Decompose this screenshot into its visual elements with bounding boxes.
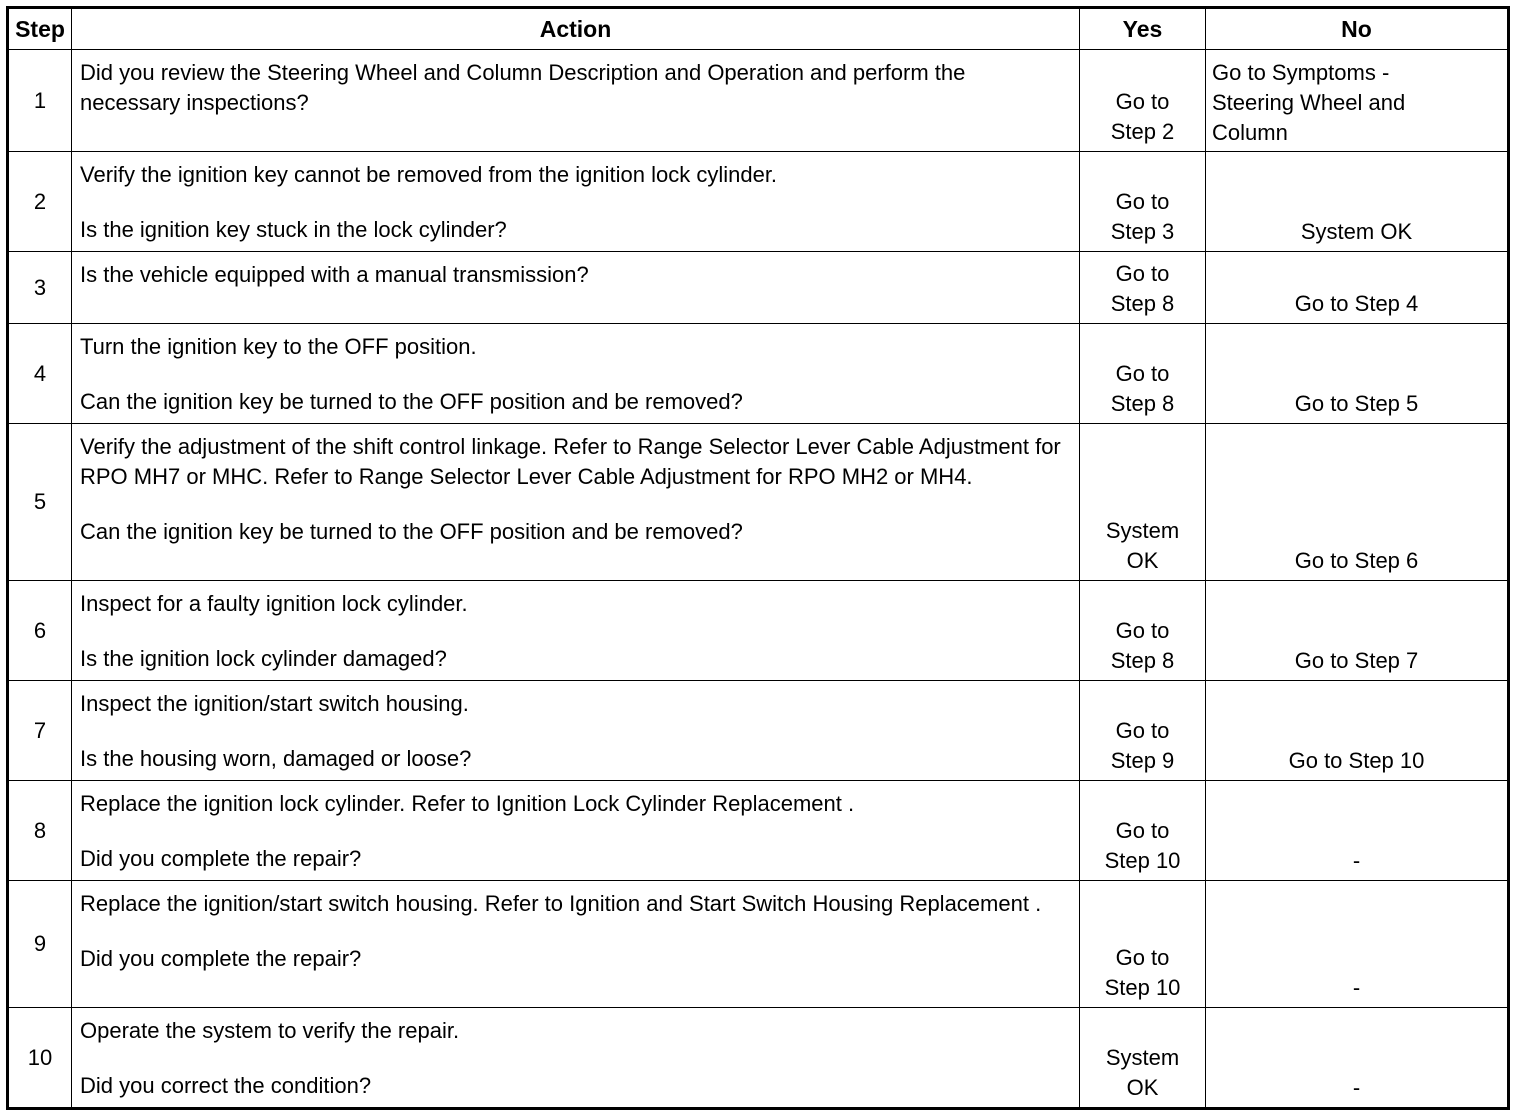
yes-line: Go to [1115,361,1170,386]
table-row [8,152,1509,252]
yes-line: Step 2 [1110,119,1175,144]
yes-line: Go to [1115,718,1170,743]
yes-line: Step 10 [1104,848,1181,873]
no-cell [1206,50,1509,152]
action-question: Is the housing worn, damaged or loose? [80,746,472,771]
yes-cell [1080,424,1206,581]
action-cell [72,324,1080,424]
yes-line: Go to [1115,261,1170,286]
action-cell [72,252,1080,324]
yes-cell [1080,881,1206,1008]
no-line: Go to Step 6 [1294,548,1419,573]
table-row [8,881,1509,1008]
action-text: Inspect the ignition/start switch housing. [80,691,469,716]
action-cell [72,781,1080,881]
action-question: Is the ignition key stuck in the lock cylinder? [80,217,507,242]
action-text: Operate the system to verify the repair. [80,1018,460,1043]
action-cell [72,424,1080,581]
yes-line: Step 9 [1110,748,1175,773]
action-text: Is the vehicle equipped with a manual transmission? [80,262,589,287]
step-number: 3 [8,252,72,324]
action-text: Inspect for a faulty ignition lock cylinder. [80,591,468,616]
yes-cell [1080,581,1206,681]
no-cell [1206,252,1509,324]
header-row [8,8,1509,50]
no-line: Column [1212,120,1288,145]
no-cell [1206,881,1509,1008]
no-line: Go to Step 4 [1294,291,1419,316]
step-number: 5 [8,424,72,581]
yes-line: Go to [1115,618,1170,643]
action-text: Replace the ignition lock cylinder. Refer to Ignition Lock Cylinder Replacement . [80,791,855,816]
header-no: No [1206,8,1509,50]
header-action: Action [72,8,1080,50]
step-number: 10 [8,1008,72,1109]
yes-line: Step 3 [1110,219,1175,244]
action-text: Verify the adjustment of the shift control linkage. Refer to Range Selector Lever Cable Adjustment for RPO MH7 or MHC. Refer to Range Selector Lever Cable Adjustment for RPO MH2 or MH4. [80,434,1061,489]
yes-line: Go to [1115,818,1170,843]
no-line: - [1352,848,1361,873]
action-cell [72,881,1080,1008]
yes-cell [1080,681,1206,781]
yes-cell [1080,152,1206,252]
no-line: - [1352,975,1361,1000]
yes-line: Step 8 [1110,648,1175,673]
action-question: Did you complete the repair? [80,946,362,971]
table-row [8,581,1509,681]
yes-line: OK [1126,548,1159,573]
action-question: Did you correct the condition? [80,1073,372,1098]
no-cell [1206,152,1509,252]
action-cell [72,581,1080,681]
table-row [8,781,1509,881]
step-number: 9 [8,881,72,1008]
table-row [8,1008,1509,1109]
action-question: Did you complete the repair? [80,846,362,871]
no-cell [1206,324,1509,424]
yes-line: Go to [1115,89,1170,114]
yes-cell [1080,252,1206,324]
table-row [8,681,1509,781]
no-cell [1206,781,1509,881]
table-row [8,252,1509,324]
action-cell [72,152,1080,252]
action-cell [72,50,1080,152]
action-question: Can the ignition key be turned to the OFF position and be removed? [80,389,743,414]
yes-cell [1080,781,1206,881]
no-cell [1206,681,1509,781]
step-number: 1 [8,50,72,152]
yes-cell [1080,1008,1206,1109]
step-number: 4 [8,324,72,424]
action-text: Did you review the Steering Wheel and Column Description and Operation and perform the necessary inspections? [80,60,966,115]
yes-line: Step 10 [1104,975,1181,1000]
yes-line: System [1105,1045,1180,1070]
table-row [8,50,1509,152]
no-cell [1206,581,1509,681]
no-line: - [1352,1075,1361,1100]
no-cell [1206,1008,1509,1109]
step-number: 8 [8,781,72,881]
yes-cell [1080,50,1206,152]
table-row [8,324,1509,424]
action-text: Replace the ignition/start switch housing. Refer to Ignition and Start Switch Housing Replacement . [80,891,1042,916]
table-row [8,424,1509,581]
no-cell [1206,424,1509,581]
no-line: Steering Wheel and [1212,90,1406,115]
yes-line: Go to [1115,945,1170,970]
action-text: Turn the ignition key to the OFF position. [80,334,477,359]
yes-line: Go to [1115,189,1170,214]
yes-line: Step 8 [1110,291,1175,316]
action-text: Verify the ignition key cannot be removed from the ignition lock cylinder. [80,162,778,187]
action-question: Is the ignition lock cylinder damaged? [80,646,447,671]
header-step: Step [8,8,72,50]
action-cell [72,681,1080,781]
no-line: Go to Step 5 [1294,391,1419,416]
no-line: Go to Step 10 [1288,748,1425,773]
no-line: Go to Symptoms - [1212,60,1390,85]
action-cell [72,1008,1080,1109]
step-number: 7 [8,681,72,781]
no-line: System OK [1300,219,1413,244]
no-line: Go to Step 7 [1294,648,1419,673]
diagnostic-table [6,6,1510,1110]
yes-line: OK [1126,1075,1159,1100]
yes-line: Step 8 [1110,391,1175,416]
action-question: Can the ignition key be turned to the OFF position and be removed? [80,519,743,544]
header-yes: Yes [1080,8,1206,50]
step-number: 2 [8,152,72,252]
yes-line: System [1105,518,1180,543]
yes-cell [1080,324,1206,424]
step-number: 6 [8,581,72,681]
